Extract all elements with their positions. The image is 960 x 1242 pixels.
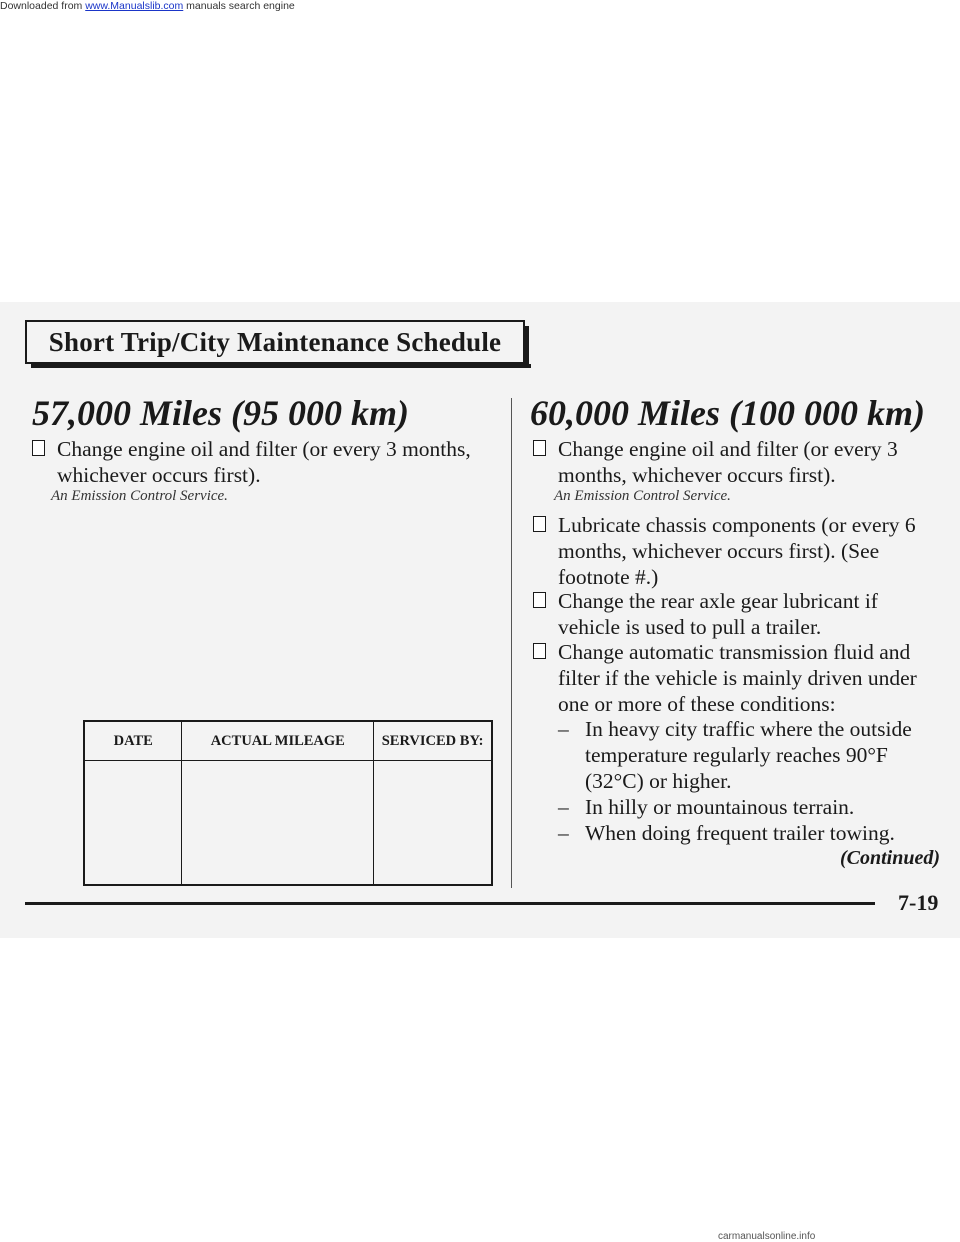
column-divider bbox=[511, 398, 512, 888]
banner-suffix: manuals search engine bbox=[183, 0, 295, 12]
checkbox-icon[interactable] bbox=[533, 440, 546, 456]
banner-prefix: Downloaded from bbox=[0, 0, 86, 12]
sub-item-1 bbox=[558, 716, 928, 794]
manualslib-link[interactable]: www.Manualslib.com bbox=[85, 0, 184, 12]
table-cell-date[interactable] bbox=[84, 761, 182, 886]
table-row bbox=[84, 761, 492, 886]
table-cell-serviced-by[interactable] bbox=[374, 761, 492, 886]
left-column-title: 57,000 Miles (95 000 km) bbox=[32, 393, 409, 433]
download-banner bbox=[0, 0, 295, 12]
table-header-serviced-by: SERVICED BY: bbox=[374, 721, 492, 761]
section-header bbox=[25, 320, 525, 364]
table-header-row bbox=[84, 721, 492, 761]
right-column-title: 60,000 Miles (100 000 km) bbox=[530, 393, 925, 433]
right-item-4 bbox=[533, 639, 938, 717]
sub-item-2-text: In hilly or mountainous terrain. bbox=[585, 795, 855, 819]
right-item-1-text: Change engine oil and filter (or every 3 months, whichever occurs first). bbox=[558, 437, 898, 487]
section-header-title: Short Trip/City Maintenance Schedule bbox=[48, 326, 502, 357]
sub-item-1-text: In heavy city traffic where the outside temperature regularly reaches 90°F (32°C) or higher. bbox=[585, 717, 912, 793]
sub-item-2 bbox=[558, 794, 928, 820]
checkbox-icon[interactable] bbox=[533, 592, 546, 608]
dash-icon: – bbox=[558, 795, 569, 819]
sub-item-3-text: When doing frequent trailer towing. bbox=[585, 821, 895, 845]
page-number: 7-19 bbox=[898, 890, 939, 915]
watermark: carmanualsonline.info bbox=[718, 1231, 816, 1242]
right-item-1 bbox=[533, 436, 933, 488]
right-item-2-text: Lubricate chassis components (or every 6 months, whichever occurs first). (See footnote #.) bbox=[558, 513, 916, 589]
right-item-3-text: Change the rear axle gear lubricant if vehicle is used to pull a trailer. bbox=[558, 589, 878, 639]
right-item-4-text: Change automatic transmission fluid and filter if the vehicle is mainly driven under one or more of these conditions: bbox=[558, 640, 917, 716]
checkbox-icon[interactable] bbox=[533, 516, 546, 532]
right-item-2 bbox=[533, 512, 923, 590]
footer-rule bbox=[25, 902, 875, 905]
dash-icon: – bbox=[558, 717, 569, 741]
left-item-1-text: Change engine oil and filter (or every 3 months, whichever occurs first). bbox=[57, 437, 471, 487]
service-log-table bbox=[83, 720, 493, 886]
sub-item-3 bbox=[558, 820, 928, 846]
left-item-1-note: An Emission Control Service. bbox=[51, 488, 228, 504]
table-cell-mileage[interactable] bbox=[182, 761, 374, 886]
checkbox-icon[interactable] bbox=[32, 440, 45, 456]
continued-label: (Continued) bbox=[839, 847, 940, 869]
table-header-date: DATE bbox=[84, 721, 182, 761]
checkbox-icon[interactable] bbox=[533, 643, 546, 659]
right-item-3 bbox=[533, 588, 923, 640]
table-header-mileage: ACTUAL MILEAGE bbox=[182, 721, 374, 761]
left-item-1 bbox=[32, 436, 472, 488]
right-item-1-note: An Emission Control Service. bbox=[554, 488, 731, 504]
dash-icon: – bbox=[558, 821, 569, 845]
